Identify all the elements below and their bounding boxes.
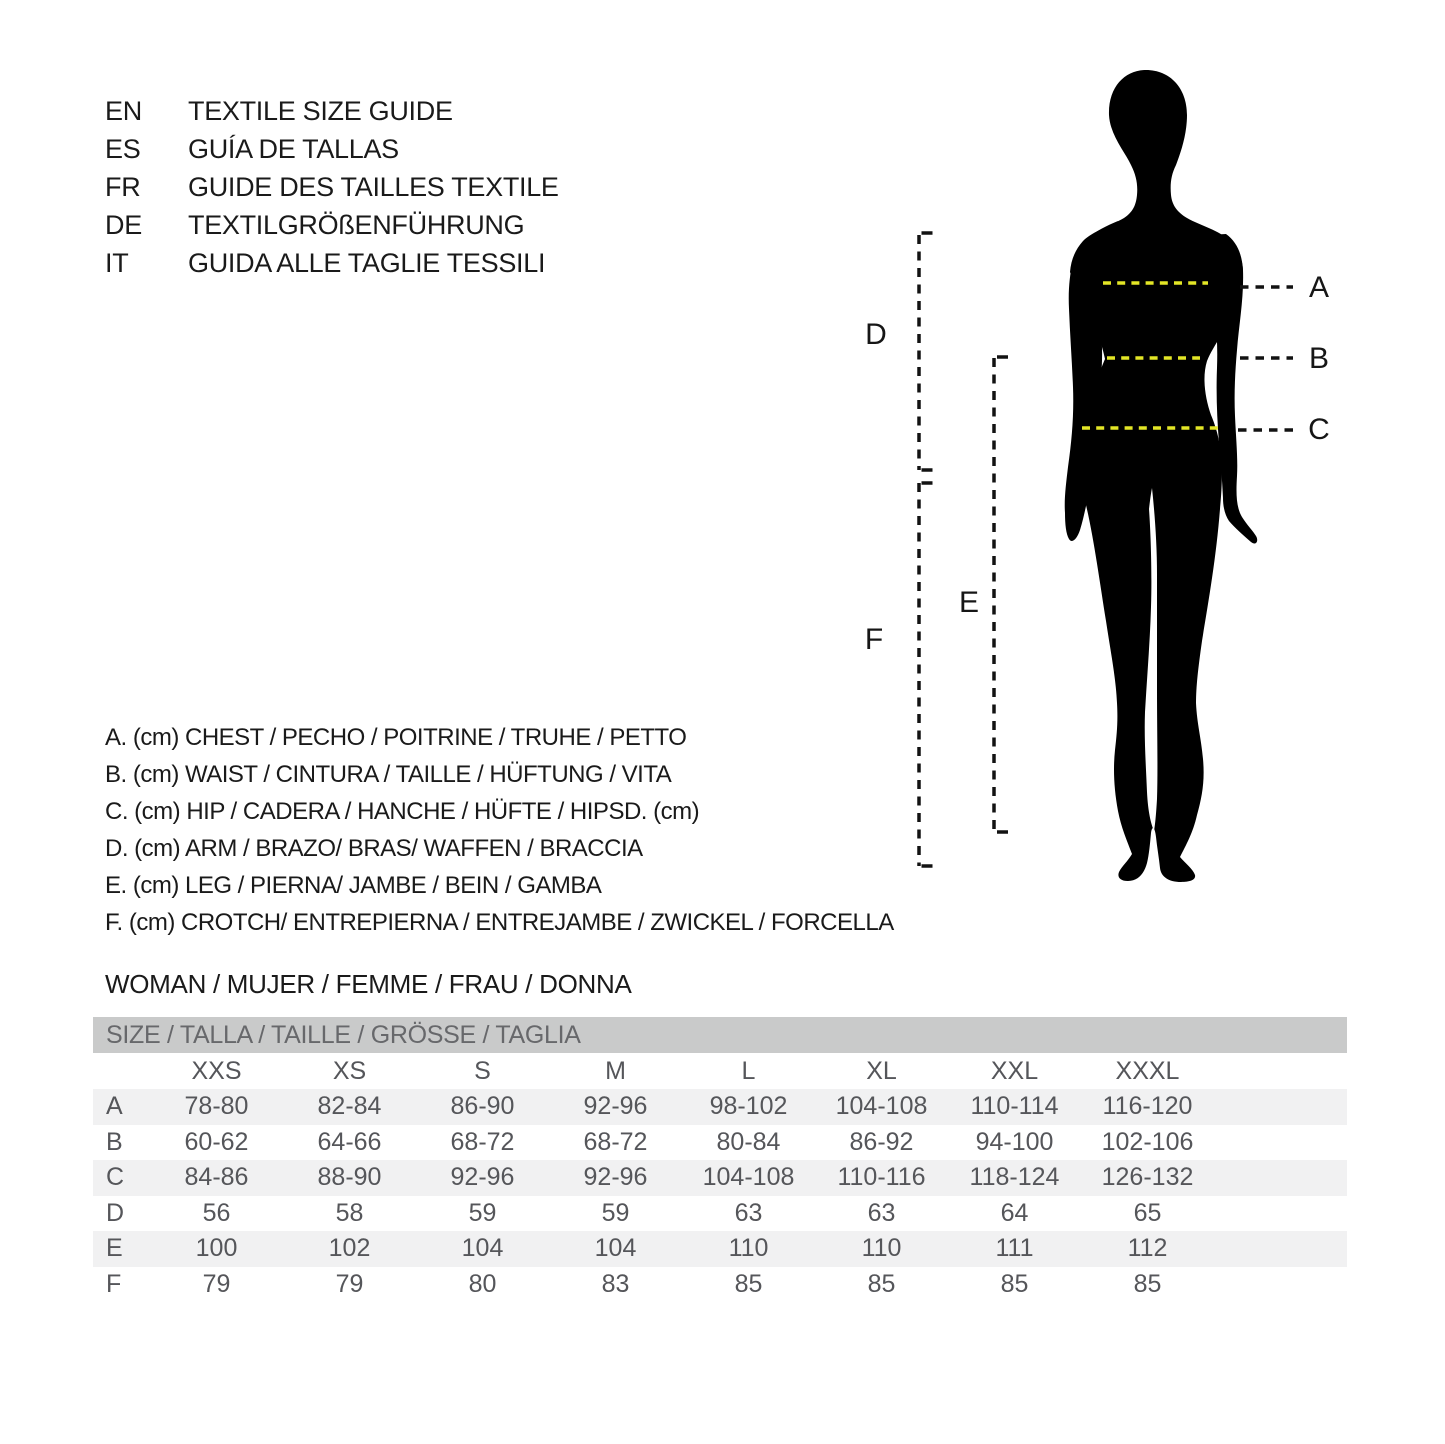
- cell-value: 110: [861, 1234, 902, 1263]
- hip-label: C: [1308, 413, 1330, 446]
- cell-value: 80: [468, 1269, 497, 1298]
- cell-empty: [1214, 1231, 1347, 1267]
- cell-value: 112: [1127, 1234, 1168, 1263]
- cell-value: 68-72: [450, 1127, 515, 1156]
- legend-line-crotch: F. (cm) CROTCH/ ENTREPIERNA / ENTREJAMBE / ZWICKEL / FORCELLA: [105, 909, 894, 936]
- table-row-waist: [93, 1125, 1347, 1161]
- cell-value: 104-108: [702, 1163, 795, 1192]
- cell-value: 126-132: [1101, 1163, 1194, 1192]
- cell-value: 64-66: [317, 1127, 382, 1156]
- table-row-crotch: [93, 1267, 1347, 1303]
- cell-value: 86-92: [849, 1127, 914, 1156]
- table-row-leg: [93, 1231, 1347, 1267]
- table-row-chest: [93, 1089, 1347, 1125]
- cell-value: 59: [601, 1198, 630, 1227]
- guide-title: TEXTILE SIZE GUIDE: [188, 96, 453, 126]
- cell-value: 110: [728, 1234, 769, 1263]
- cell-value: 104-108: [835, 1092, 928, 1120]
- arm-label: D: [865, 318, 887, 351]
- cell-value: 58: [335, 1198, 364, 1227]
- leg-label: E: [958, 586, 980, 619]
- cell-value: 102-106: [1101, 1127, 1194, 1156]
- waist-label: B: [1308, 342, 1330, 375]
- cell-value: 79: [202, 1269, 231, 1298]
- row-label: C: [106, 1163, 125, 1192]
- cell-value: 63: [734, 1198, 763, 1227]
- table-row-hip: [93, 1160, 1347, 1196]
- cell-value: 79: [335, 1269, 364, 1298]
- guide-title: GUÍA DE TALLAS: [188, 134, 399, 164]
- cell-value: 85: [1133, 1269, 1162, 1298]
- cell-value: 59: [468, 1198, 497, 1227]
- guide-title: GUIDE DES TAILLES TEXTILE: [188, 172, 559, 202]
- legend-line-hip: C. (cm) HIP / CADERA / HANCHE / HÜFTE / HIPSD. (cm): [105, 798, 700, 825]
- size-column-xxxl: XXXL: [1115, 1057, 1180, 1085]
- size-column-s: S: [474, 1057, 491, 1085]
- cell-value: 92-96: [583, 1092, 648, 1120]
- cell-empty: [1214, 1267, 1347, 1303]
- cell-empty: [1214, 1125, 1347, 1161]
- cell-value: 85: [734, 1269, 763, 1298]
- size-table-header: SIZE / TALLA / TAILLE / GRÖSSE / TAGLIA: [93, 1017, 1347, 1053]
- cell-value: 86-90: [450, 1092, 515, 1120]
- cell-value: 98-102: [709, 1092, 788, 1120]
- row-label: E: [106, 1234, 123, 1263]
- guide-title: GUIDA ALLE TAGLIE TESSILI: [188, 248, 546, 278]
- cell-value: 56: [202, 1198, 231, 1227]
- cell-value: 85: [867, 1269, 896, 1298]
- guide-title: TEXTILGRÖßENFÜHRUNG: [188, 210, 525, 240]
- row-label: F: [106, 1269, 122, 1298]
- language-code: EN: [105, 96, 142, 126]
- cell-value: 88-90: [317, 1163, 382, 1192]
- cell-value: 85: [1000, 1269, 1029, 1298]
- cell-value: 82-84: [317, 1092, 382, 1120]
- row-label: D: [106, 1198, 125, 1227]
- size-columns-spacer: [93, 1053, 150, 1089]
- cell-value: 92-96: [450, 1163, 515, 1192]
- cell-empty: [1214, 1196, 1347, 1232]
- legend-line-arm: D. (cm) ARM / BRAZO/ BRAS/ WAFFEN / BRACCIA: [105, 835, 643, 862]
- legend-line-leg: E. (cm) LEG / PIERNA/ JAMBE / BEIN / GAMBA: [105, 872, 602, 899]
- cell-value: 100: [195, 1234, 238, 1263]
- chest-label: A: [1308, 271, 1330, 304]
- size-table: [93, 1017, 1347, 1303]
- size-column-xl: XL: [866, 1057, 897, 1085]
- cell-empty: [1214, 1160, 1347, 1196]
- crotch-label: F: [864, 623, 884, 656]
- table-row-arm: [93, 1196, 1347, 1232]
- cell-value: 78-80: [184, 1092, 249, 1120]
- cell-value: 110-114: [970, 1092, 1059, 1120]
- size-columns-trailing-spacer: [1214, 1053, 1347, 1089]
- cell-value: 63: [867, 1198, 896, 1227]
- cell-value: 60-62: [184, 1127, 249, 1156]
- measurement-legend: [105, 719, 894, 941]
- language-code: IT: [105, 248, 129, 278]
- cell-empty: [1214, 1089, 1347, 1125]
- cell-value: 104: [594, 1234, 637, 1263]
- language-code: ES: [105, 134, 141, 164]
- cell-value: 116-120: [1102, 1092, 1193, 1120]
- cell-value: 110-116: [837, 1163, 926, 1192]
- size-column-m: M: [605, 1057, 626, 1085]
- row-label: B: [106, 1127, 123, 1156]
- cell-value: 80-84: [716, 1127, 781, 1156]
- legend-line-chest: A. (cm) CHEST / PECHO / POITRINE / TRUHE / PETTO: [105, 724, 687, 751]
- cell-value: 84-86: [184, 1163, 249, 1192]
- cell-value: 83: [601, 1269, 630, 1298]
- cell-value: 94-100: [975, 1127, 1054, 1156]
- size-column-xxl: XXL: [990, 1057, 1039, 1085]
- size-column-xs: XS: [332, 1057, 367, 1085]
- section-title-woman: WOMAN / MUJER / FEMME / FRAU / DONNA: [105, 969, 632, 999]
- cell-value: 68-72: [583, 1127, 648, 1156]
- language-code: DE: [105, 210, 142, 240]
- size-column-l: L: [741, 1057, 756, 1085]
- legend-line-waist: B. (cm) WAIST / CINTURA / TAILLE / HÜFTUNG / VITA: [105, 761, 672, 788]
- cell-value: 65: [1133, 1198, 1162, 1227]
- cell-value: 118-124: [969, 1163, 1060, 1192]
- cell-value: 104: [461, 1234, 504, 1263]
- cell-value: 92-96: [583, 1163, 648, 1192]
- cell-value: 111: [995, 1234, 1034, 1263]
- cell-value: 64: [1000, 1198, 1029, 1227]
- size-columns-row: [93, 1053, 1347, 1089]
- row-label: A: [106, 1092, 123, 1120]
- language-code: FR: [105, 172, 141, 202]
- cell-value: 102: [328, 1234, 371, 1263]
- size-column-xxs: XXS: [191, 1057, 242, 1085]
